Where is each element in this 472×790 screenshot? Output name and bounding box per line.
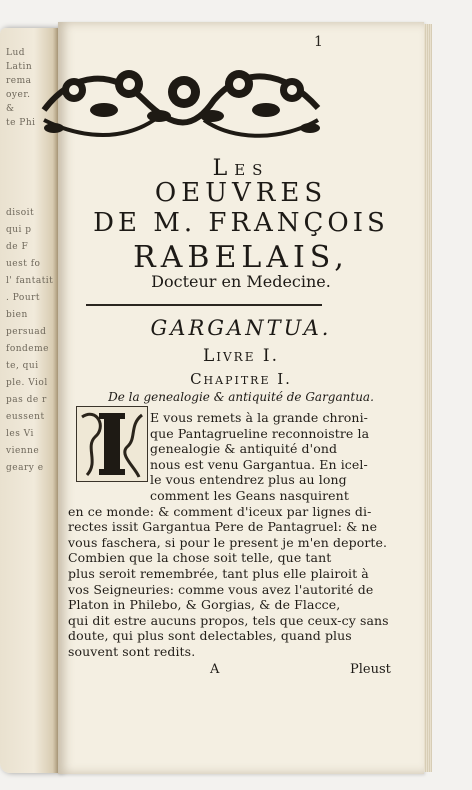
left-page-text-fragment: pas de r <box>6 395 47 405</box>
left-page-text-fragment: qui p <box>6 225 32 235</box>
body-line: rectes issit Gargantua Pere de Pantagruel: & ne <box>68 519 378 535</box>
title-line-les: Les <box>212 156 270 181</box>
body-line: que Pantagrueline reconnoistre la <box>150 425 370 441</box>
body-line: Combien que la chose soit telle, que tant <box>68 550 332 566</box>
decorated-initial-letter-icon <box>76 406 148 482</box>
left-page-text-fragment: l' fantatit <box>6 276 54 286</box>
body-line: plus seroit remembrée, tant plus elle plairoit à <box>68 566 369 581</box>
left-page-text-fragment: geary e <box>6 463 44 473</box>
left-page-text-fragment: te Phi <box>6 118 36 128</box>
page-stack-edge <box>424 24 432 772</box>
title-line-degree: Docteur en Medecine. <box>151 272 331 291</box>
work-title: GARGANTUA. <box>150 316 332 340</box>
left-page-text-fragment: eussent <box>6 412 45 422</box>
title-line-author-prefix: DE M. FRANÇOIS <box>93 208 389 238</box>
left-page-text-fragment: Lud <box>6 48 26 58</box>
body-line: le vous entendrez plus au long <box>150 472 347 488</box>
left-page-text-fragment: de F <box>6 242 29 252</box>
body-line: E vous remets à la grande chroni- <box>150 410 368 425</box>
floral-headpiece-ornament <box>34 50 328 148</box>
left-page-text-fragment: oyer. <box>6 90 31 100</box>
body-line: vous faschera, si pour le present je m'en deporte. <box>68 534 388 550</box>
chapter-subtitle: De la genealogie & antiquité de Gargantua. <box>108 390 374 404</box>
left-page-text-fragment: vienne <box>6 446 40 456</box>
left-page-text-fragment: les Vi <box>6 429 34 439</box>
body-line: genealogie & antiquité d'ond <box>150 441 338 457</box>
left-page-text-fragment: disoit <box>6 208 35 218</box>
body-line: qui dit estre aucuns propos, tels que ceux-cy sans <box>68 612 389 628</box>
body-line: doute, qui plus sont delectables, quand plus <box>68 628 352 644</box>
title-line-oeuvres: OEUVRES <box>154 178 328 208</box>
body-line: en ce monde: & comment d'iceux par lignes di- <box>68 503 372 519</box>
left-page-text-fragment: uest fo <box>6 259 41 269</box>
left-page-text-fragment: & <box>6 104 15 114</box>
left-page-text-fragment: . Pourt <box>6 293 41 303</box>
body-line: souvent sont redits. <box>68 644 196 659</box>
chapter-label: Chapitre I. <box>190 370 292 388</box>
title-divider-rule <box>86 304 322 306</box>
catchword: Pleust <box>350 662 391 677</box>
signature-mark: A <box>210 662 220 677</box>
left-page-text-fragment: rema <box>6 76 32 86</box>
left-page-text-fragment: persuad <box>6 327 47 337</box>
left-page-text-fragment: fondeme <box>6 344 49 354</box>
left-page-text-fragment: te, qui <box>6 361 39 371</box>
book-label: Livre I. <box>202 346 279 366</box>
body-line: Platon in Philebo, & Gorgias, & de Flacce, <box>68 597 341 613</box>
title-line-author-name: RABELAIS, <box>133 240 349 275</box>
body-line: vos Seigneuries: comme vous avez l'autorité de <box>68 581 374 597</box>
left-page-text-fragment: Latin <box>6 62 33 72</box>
left-page-text-fragment: ple. Viol <box>6 378 48 388</box>
body-line: comment les Geans nasquirent <box>150 488 349 503</box>
page-number: 1 <box>314 34 323 50</box>
left-page-text-fragment: bien <box>6 310 28 320</box>
body-line: nous est venu Gargantua. En icel- <box>150 456 368 472</box>
